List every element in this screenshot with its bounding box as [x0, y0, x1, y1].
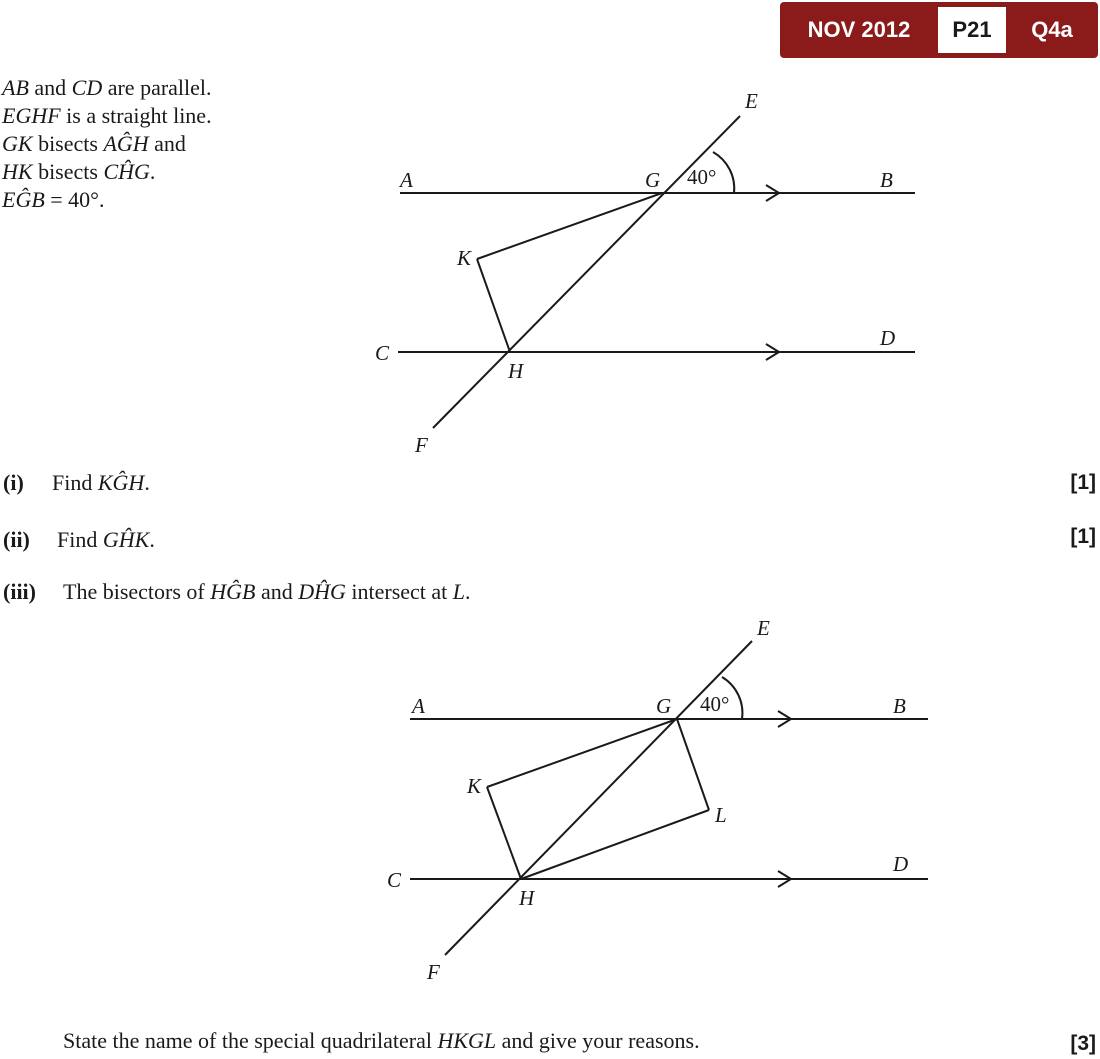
question-iii-text: The bisectors of HĜB and DĤG intersect at L. [63, 579, 471, 604]
label-h: H [519, 886, 535, 910]
angle-label-40: 40° [700, 692, 730, 716]
question-ii-label: (ii) [3, 527, 30, 552]
question-iii-label: (iii) [3, 579, 36, 604]
given-line-2: EGHF is a straight line. [2, 103, 212, 128]
question-ii-marks: [1] [1070, 525, 1096, 548]
label-b: B [880, 168, 893, 192]
label-k: K [457, 246, 472, 270]
final-instruction: State the name of the special quadrilateral HKGL and give your reasons. [63, 1028, 700, 1053]
given-line-4: HK bisects CĤG. [2, 159, 156, 184]
label-d: D [880, 326, 896, 350]
given-line-3: GK bisects AĜH and [2, 131, 186, 156]
label-f: F [427, 960, 440, 984]
question-i-label: (i) [3, 470, 24, 495]
given-line-1: AB and CD are parallel. [2, 75, 212, 100]
label-f: F [415, 433, 428, 457]
segment-lh [521, 810, 709, 879]
session-label: NOV 2012 [807, 17, 911, 42]
label-g: G [645, 168, 661, 192]
segment-gk [477, 193, 662, 259]
label-c: C [387, 868, 402, 892]
question-label: Q4a [1031, 17, 1073, 42]
question-i-text: Find KĜH. [52, 470, 150, 495]
angle-label-40: 40° [687, 165, 717, 189]
label-a: A [400, 168, 413, 192]
given-line-5: EĜB = 40°. [2, 187, 105, 212]
question-ii-text: Find GĤK. [57, 527, 155, 552]
question-i-marks: [1] [1070, 471, 1096, 494]
segment-gl [677, 719, 709, 810]
label-g: G [656, 694, 672, 718]
diagram-2 [387, 616, 928, 984]
label-k: K [467, 774, 482, 798]
segment-gk [487, 719, 677, 787]
paper-label: P21 [938, 7, 1006, 53]
segment-kh [487, 787, 521, 879]
label-e: E [745, 89, 758, 113]
label-a: A [412, 694, 425, 718]
label-b: B [893, 694, 906, 718]
segment-kh [477, 259, 510, 352]
label-h: H [508, 359, 524, 383]
label-l: L [715, 803, 727, 827]
final-marks: [3] [1070, 1032, 1096, 1055]
label-e: E [757, 616, 770, 640]
diagram-1 [375, 89, 915, 457]
line-ef [433, 116, 740, 428]
label-d: D [893, 852, 909, 876]
label-c: C [375, 341, 390, 365]
